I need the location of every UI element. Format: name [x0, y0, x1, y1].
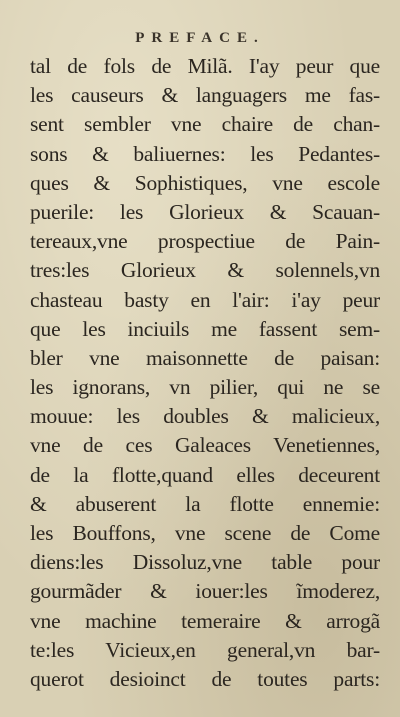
text-line: gourmãder & iouer:les ĩmoderez, [30, 579, 380, 604]
text-line: sent sembler vne chaire de chan- [30, 112, 380, 137]
text-line: les Bouffons, vne scene de Come [30, 521, 380, 545]
text-line: te:les Vicieux,en general,vn bar- [30, 637, 380, 662]
text-line: chasteau basty en l'air: i'ay peur [30, 287, 380, 312]
body-text [30, 52, 380, 694]
running-head: PREFACE. [135, 30, 265, 46]
text-line: mouue: les doubles & malicieux, [30, 404, 380, 429]
text-line: bler vne maisonnette de paisan: [30, 345, 380, 370]
text-line: tal de fols de Milã. I'ay peur que [30, 54, 380, 78]
text-line: de la flotte,quand elles deceurent [30, 462, 380, 487]
text-line: puerile: les Glorieux & Scauan- [30, 199, 380, 224]
text-line: que les inciuils me fassent sem- [30, 316, 380, 341]
text-line: tres:les Glorieux & solennels,vn [30, 258, 380, 283]
text-line: querot desioinct de toutes parts: [30, 666, 380, 691]
text-line: les causeurs & languagers me fas- [30, 83, 380, 108]
text-line: ques & Sophistiques, vne escole [30, 170, 380, 195]
text-line: vne machine temeraire & arrogã [30, 608, 380, 633]
text-line: vne de ces Galeaces Venetiennes, [30, 433, 380, 458]
text-line: les ignorans, vn pilier, qui ne se [30, 375, 380, 400]
text-line: diens:les Dissoluz,vne table pour [30, 550, 380, 575]
text-line: tereaux,vne prospectiue de Pain- [30, 229, 380, 254]
text-line: sons & baliuernes: les Pedantes- [30, 141, 380, 166]
text-line: & abuserent la flotte ennemie: [30, 491, 380, 516]
